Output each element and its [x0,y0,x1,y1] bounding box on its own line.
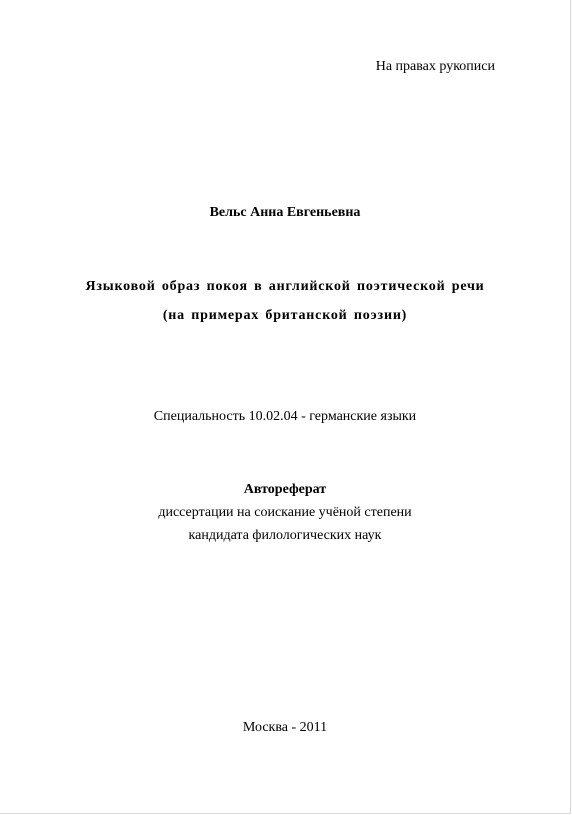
purpose-line-2: кандидата филологических наук [188,528,382,543]
author-name: Вельс Анна Евгеньевна [209,205,361,220]
dissertation-title-line-2: (на примерах британской поэзии) [162,308,408,323]
purpose-line-1: диссертации на соискание учёной степени [158,505,412,520]
specialty: Специальность 10.02.04 - германские языки [153,409,417,424]
manuscript-note: На правах рукописи [375,59,495,74]
dissertation-title-line-1: Языковой образ покоя в английской поэтической речи [85,279,485,294]
place-year: Москва - 2011 [242,720,328,735]
document-type: Автореферат [243,482,327,497]
